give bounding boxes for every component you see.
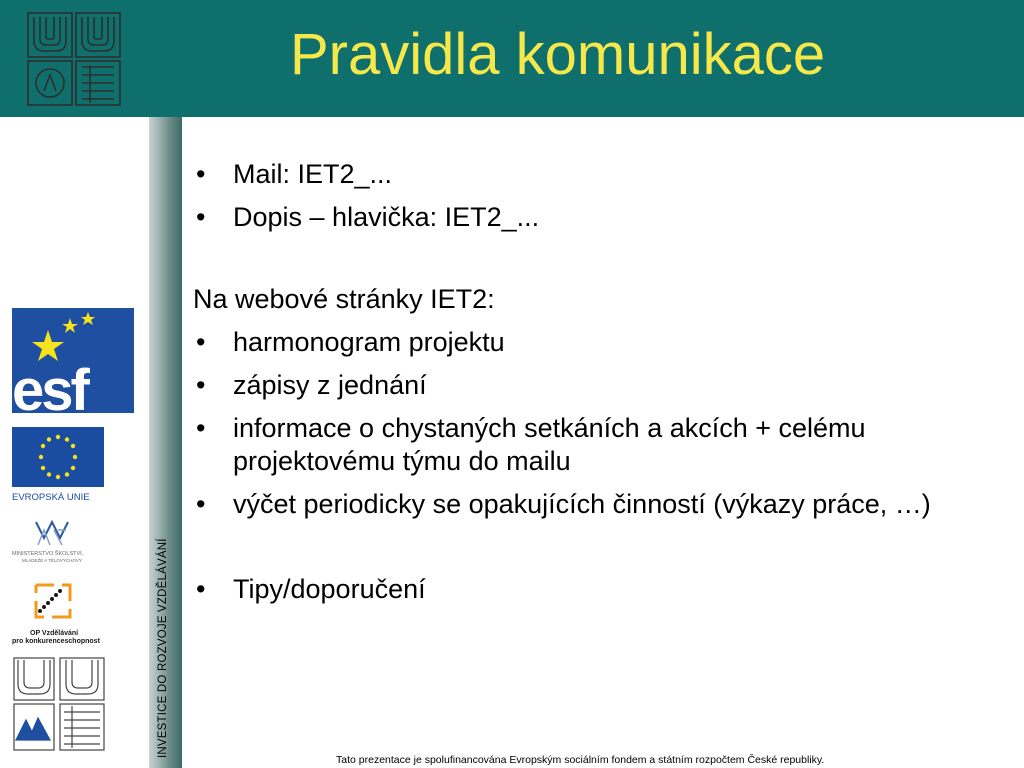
svg-text:MINISTERSTVO ŠKOLSTVÍ,: MINISTERSTVO ŠKOLSTVÍ, bbox=[12, 551, 84, 557]
bullet-text: Dopis – hlavička: IET2_... bbox=[233, 201, 540, 232]
bullet-text: Tipy/doporučení bbox=[233, 573, 426, 604]
page-title: Pravidla komunikace bbox=[290, 22, 826, 87]
msmt-logo-icon bbox=[12, 522, 84, 563]
list-item bbox=[193, 201, 993, 234]
bullet-icon: • bbox=[196, 326, 206, 357]
bullet-text: výčet periodicky se opakujících činností (výkazy práce, …) bbox=[233, 488, 931, 519]
list-item bbox=[193, 369, 993, 402]
svg-text:pro konkurenceschopnost: pro konkurenceschopnost bbox=[12, 638, 100, 645]
list-item bbox=[193, 158, 993, 191]
bullet-icon: • bbox=[196, 159, 206, 189]
svg-text:MLÁDEŽE A TĚLOVÝCHOVY: MLÁDEŽE A TĚLOVÝCHOVY bbox=[22, 558, 82, 563]
list-item bbox=[193, 488, 993, 521]
section-heading: Na webové stránky IET2: bbox=[193, 283, 495, 314]
esf-logo-icon bbox=[12, 308, 134, 423]
eu-flag-icon bbox=[12, 427, 104, 503]
bullet-text: Mail: IET2_... bbox=[233, 159, 393, 189]
bullet-text: informace o chystaných setkáních a akcích + celému projektovému týmu do mailu bbox=[233, 412, 866, 476]
bullet-text: zápisy z jednání bbox=[233, 369, 427, 400]
bullet-text: harmonogram projektu bbox=[233, 326, 505, 357]
footer-note: Tato prezentace je spolufinancována Evropským sociálním fondem a státním rozpočtem České republiky. bbox=[336, 754, 825, 766]
svg-text:esf: esf bbox=[12, 358, 87, 423]
bullet-icon: • bbox=[196, 369, 206, 400]
svg-text:OP Vzdělávání: OP Vzdělávání bbox=[30, 630, 79, 637]
slide-header bbox=[0, 0, 1024, 117]
bullet-icon: • bbox=[196, 488, 206, 519]
vertical-tagline: INVESTICE DO ROZVOJE VZDĚLÁVÁNÍ bbox=[157, 538, 169, 758]
svg-text:EVROPSKÁ UNIE: EVROPSKÁ UNIE bbox=[12, 492, 90, 503]
bullet-icon: • bbox=[196, 573, 206, 604]
list-item bbox=[193, 412, 993, 478]
list-item bbox=[193, 326, 993, 359]
op-vk-logo-icon bbox=[12, 585, 101, 645]
university-logo-icon bbox=[14, 658, 104, 750]
sponsor-logos bbox=[0, 300, 145, 760]
list-item bbox=[193, 573, 993, 606]
slide-content bbox=[193, 158, 993, 605]
faculty-logo-icon bbox=[26, 11, 122, 107]
bullet-icon: • bbox=[196, 412, 206, 443]
bullet-icon: • bbox=[196, 201, 206, 232]
